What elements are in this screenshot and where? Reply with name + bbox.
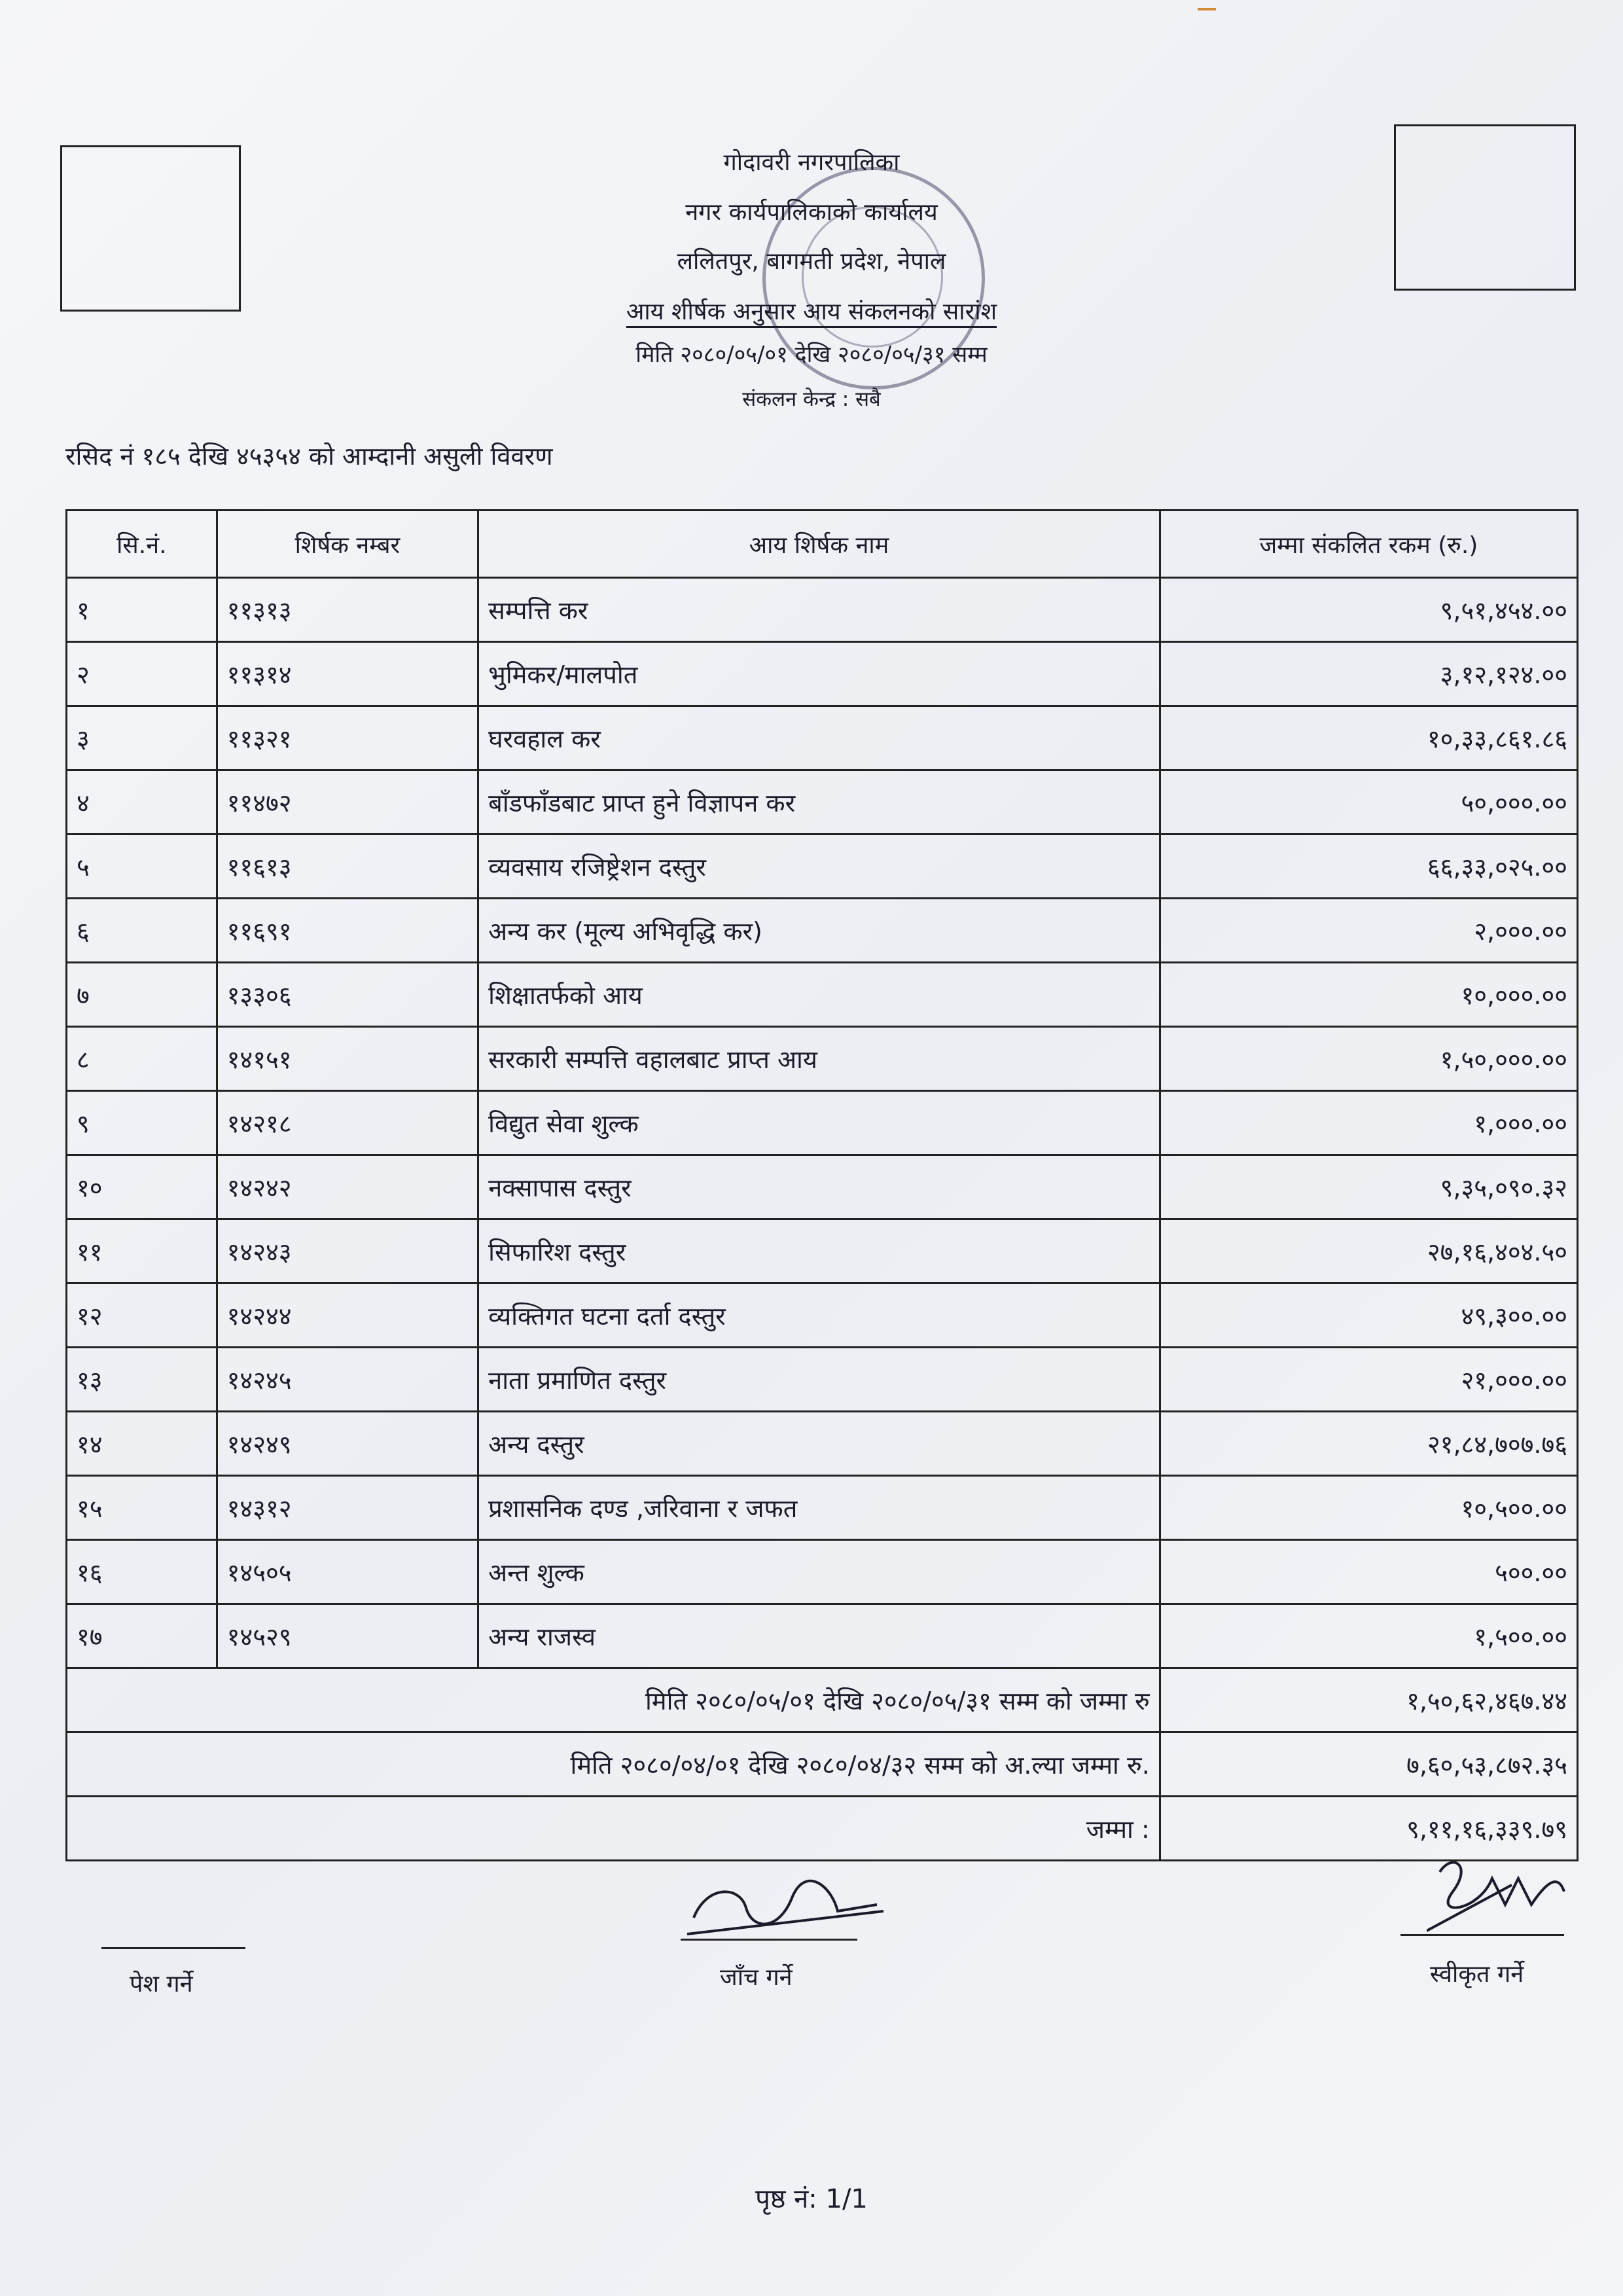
cell-code: १४२१८ bbox=[217, 1091, 478, 1155]
receipt-range: रसिद नं १८५ देखि ४५३५४ को आम्दानी असुली विवरण bbox=[65, 442, 553, 471]
table-row bbox=[67, 578, 1578, 642]
cell-sn: ४ bbox=[67, 770, 217, 834]
cell-code: ११३२१ bbox=[217, 706, 478, 770]
grand-total-label: जम्मा : bbox=[67, 1797, 1160, 1861]
cell-code: १४५२९ bbox=[217, 1604, 478, 1668]
cell-sn: १० bbox=[67, 1155, 217, 1219]
grand-total-row bbox=[67, 1797, 1578, 1861]
revenue-table bbox=[65, 509, 1578, 1861]
cell-name: व्यवसाय रजिष्ट्रेशन दस्तुर bbox=[478, 834, 1160, 899]
checker-signature-line bbox=[681, 1939, 857, 1941]
total-row-current bbox=[67, 1668, 1578, 1732]
cell-sn: ६ bbox=[67, 899, 217, 963]
table-row bbox=[67, 1604, 1578, 1668]
total-row-previous bbox=[67, 1732, 1578, 1797]
cell-sn: १४ bbox=[67, 1412, 217, 1476]
grand-total-amount: ९,११,१६,३३९.७९ bbox=[1160, 1797, 1577, 1861]
table-header-row bbox=[67, 511, 1578, 578]
cell-sn: ३ bbox=[67, 706, 217, 770]
cell-name: अन्य दस्तुर bbox=[478, 1412, 1160, 1476]
submitted-by-label: पेश गर्ने bbox=[130, 1971, 193, 1998]
cell-name: नक्सापास दस्तुर bbox=[478, 1155, 1160, 1219]
total-label: मिति २०८०/०४/०१ देखि २०८०/०४/३२ सम्म को अ.ल्या जम्मा रु. bbox=[67, 1732, 1160, 1797]
cell-amount: १०,०००.०० bbox=[1160, 963, 1577, 1027]
cell-code: १४५०५ bbox=[217, 1540, 478, 1604]
table-row bbox=[67, 834, 1578, 899]
table-row bbox=[67, 1476, 1578, 1540]
cell-code: १४२४९ bbox=[217, 1412, 478, 1476]
cell-name: शिक्षातर्फको आय bbox=[478, 963, 1160, 1027]
cell-code: १४२४५ bbox=[217, 1348, 478, 1412]
cell-name: अन्य कर (मूल्य अभिवृद्धि कर) bbox=[478, 899, 1160, 963]
approved-by-label: स्वीकृत गर्ने bbox=[1430, 1961, 1524, 1988]
cell-sn: १६ bbox=[67, 1540, 217, 1604]
table-row bbox=[67, 1219, 1578, 1283]
table-row bbox=[67, 1412, 1578, 1476]
table-row bbox=[67, 1348, 1578, 1412]
table-row bbox=[67, 1540, 1578, 1604]
table-row bbox=[67, 1283, 1578, 1348]
cell-amount: ५००.०० bbox=[1160, 1540, 1577, 1604]
cell-sn: १५ bbox=[67, 1476, 217, 1540]
cell-amount: ५०,०००.०० bbox=[1160, 770, 1577, 834]
pencil-mark bbox=[1198, 8, 1216, 10]
cell-amount: ९,५१,४५४.०० bbox=[1160, 578, 1577, 642]
total-amount: ७,६०,५३,८७२.३५ bbox=[1160, 1732, 1577, 1797]
checked-by-label: जाँच गर्ने bbox=[720, 1964, 793, 1991]
cell-name: अन्त शुल्क bbox=[478, 1540, 1160, 1604]
table-row bbox=[67, 642, 1578, 706]
cell-amount: २,०००.०० bbox=[1160, 899, 1577, 963]
cell-name: सम्पत्ति कर bbox=[478, 578, 1160, 642]
cell-code: ११३१४ bbox=[217, 642, 478, 706]
cell-amount: २१,०००.०० bbox=[1160, 1348, 1577, 1412]
collection-center: संकलन केन्द्र : सबै bbox=[742, 387, 881, 411]
cell-amount: २१,८४,७०७.७६ bbox=[1160, 1412, 1577, 1476]
cell-name: अन्य राजस्व bbox=[478, 1604, 1160, 1668]
table-row bbox=[67, 770, 1578, 834]
table-row bbox=[67, 706, 1578, 770]
page-number: पृष्ठ नं: 1/1 bbox=[755, 2184, 868, 2214]
cell-amount: ४९,३००.०० bbox=[1160, 1283, 1577, 1348]
cell-name: नाता प्रमाणित दस्तुर bbox=[478, 1348, 1160, 1412]
cell-sn: १ bbox=[67, 578, 217, 642]
table-row bbox=[67, 899, 1578, 963]
cell-code: ११६१३ bbox=[217, 834, 478, 899]
approver-signature-line bbox=[1400, 1934, 1564, 1936]
cell-code: ११३१३ bbox=[217, 578, 478, 642]
cell-name: घरवहाल कर bbox=[478, 706, 1160, 770]
cell-amount: १,५००.०० bbox=[1160, 1604, 1577, 1668]
cell-code: १४३१२ bbox=[217, 1476, 478, 1540]
cell-amount: ९,३५,०९०.३२ bbox=[1160, 1155, 1577, 1219]
submitter-signature-line bbox=[101, 1947, 245, 1949]
cell-amount: २७,१६,४०४.५० bbox=[1160, 1219, 1577, 1283]
cell-name: बाँडफाँडबाट प्राप्त हुने विज्ञापन कर bbox=[478, 770, 1160, 834]
cell-name: सिफारिश दस्तुर bbox=[478, 1219, 1160, 1283]
total-label: मिति २०८०/०५/०१ देखि २०८०/०५/३१ सम्म को जम्मा रु bbox=[67, 1668, 1160, 1732]
cell-amount: ६६,३३,०२५.०० bbox=[1160, 834, 1577, 899]
cell-code: १४२४२ bbox=[217, 1155, 478, 1219]
cell-amount: १०,५००.०० bbox=[1160, 1476, 1577, 1540]
cell-code: १४२४४ bbox=[217, 1283, 478, 1348]
cell-name: सरकारी सम्पत्ति वहालबाट प्राप्त आय bbox=[478, 1027, 1160, 1091]
cell-amount: ३,१२,१२४.०० bbox=[1160, 642, 1577, 706]
date-range: मिति २०८०/०५/०१ देखि २०८०/०५/३१ सम्म bbox=[635, 342, 988, 368]
cell-sn: ८ bbox=[67, 1027, 217, 1091]
table-row bbox=[67, 1027, 1578, 1091]
cell-code: १४१५१ bbox=[217, 1027, 478, 1091]
cell-sn: २ bbox=[67, 642, 217, 706]
cell-sn: ७ bbox=[67, 963, 217, 1027]
cell-code: १४२४३ bbox=[217, 1219, 478, 1283]
approver-signature bbox=[1427, 1846, 1584, 1937]
cell-code: ११६९१ bbox=[217, 899, 478, 963]
cell-sn: ११ bbox=[67, 1219, 217, 1283]
cell-sn: १७ bbox=[67, 1604, 217, 1668]
cell-code: १३३०६ bbox=[217, 963, 478, 1027]
column-header-amount: जम्मा संकलित रकम (रु.) bbox=[1160, 511, 1577, 578]
cell-sn: १२ bbox=[67, 1283, 217, 1348]
cell-name: भुमिकर/मालपोत bbox=[478, 642, 1160, 706]
cell-amount: १०,३३,८६१.८६ bbox=[1160, 706, 1577, 770]
cell-amount: १,०००.०० bbox=[1160, 1091, 1577, 1155]
office-address: ललितपुर, बागमती प्रदेश, नेपाल bbox=[677, 248, 946, 275]
cell-name: व्यक्तिगत घटना दर्ता दस्तुर bbox=[478, 1283, 1160, 1348]
column-header-sn: सि.नं. bbox=[67, 511, 217, 578]
table-row bbox=[67, 1091, 1578, 1155]
table-row bbox=[67, 963, 1578, 1027]
table-row bbox=[67, 1155, 1578, 1219]
cell-amount: १,५०,०००.०० bbox=[1160, 1027, 1577, 1091]
office-name: नगर कार्यपालिकाको कार्यालय bbox=[685, 199, 938, 226]
cell-code: ११४७२ bbox=[217, 770, 478, 834]
report-title: आय शीर्षक अनुसार आय संकलनको सारांश bbox=[626, 298, 997, 325]
cell-name: विद्युत सेवा शुल्क bbox=[478, 1091, 1160, 1155]
column-header-code: शिर्षक नम्बर bbox=[217, 511, 478, 578]
cell-sn: ५ bbox=[67, 834, 217, 899]
column-header-name: आय शिर्षक नाम bbox=[478, 511, 1160, 578]
municipality-name: गोदावरी नगरपालिका bbox=[723, 149, 900, 176]
cell-sn: ९ bbox=[67, 1091, 217, 1155]
cell-sn: १३ bbox=[67, 1348, 217, 1412]
cell-name: प्रशासनिक दण्ड ,जरिवाना र जफत bbox=[478, 1476, 1160, 1540]
total-amount: १,५०,६२,४६७.४४ bbox=[1160, 1668, 1577, 1732]
